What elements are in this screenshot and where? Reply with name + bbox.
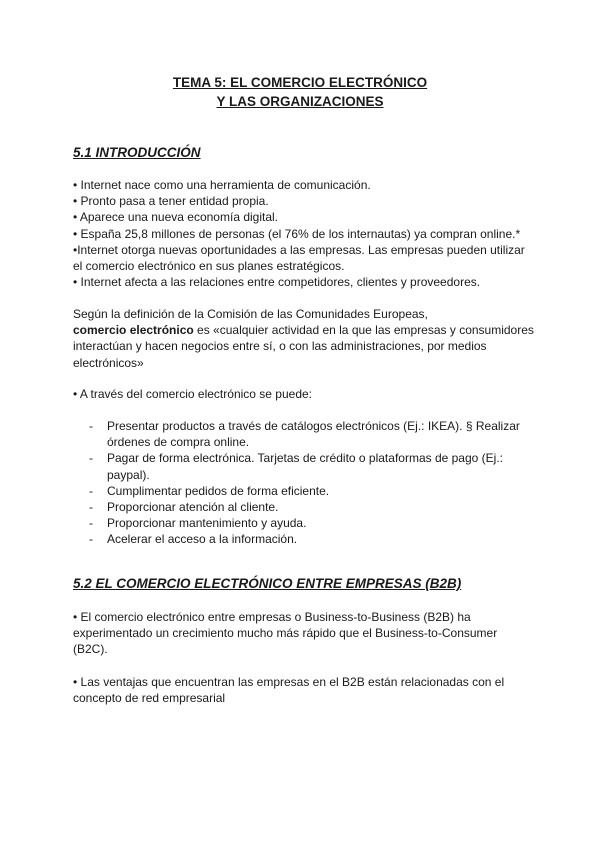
list-dash: - (89, 500, 93, 515)
document-title-line1: TEMA 5: EL COMERCIO ELECTRÓNICO (172, 75, 428, 90)
definition-term: comercio electrónico (73, 323, 194, 338)
list-dash: - (89, 516, 93, 531)
intro-bullets (73, 177, 533, 290)
list-item (89, 531, 529, 547)
list-item-text: Presentar productos a través de catálogos electrónicos (Ej.: IKEA). § Realizar órdenes de compra online. (107, 419, 520, 450)
intro-bullet: • Aparece una nueva economía digital. (73, 210, 279, 225)
list-item (89, 499, 529, 515)
intro-bullet: • Internet nace como una herramienta de comunicación. (73, 178, 371, 192)
list-dash: - (89, 483, 93, 498)
capabilities-list (89, 418, 529, 548)
list-dash: - (89, 532, 93, 547)
list-item-text: Acelerar el acceso a la información. (107, 532, 298, 547)
document-title-line2: Y LAS ORGANIZACIONES (216, 94, 384, 109)
b2b-paragraph-2: • Las ventajas que encuentran las empresas en el B2B están relacionadas con el concepto de red empresarial (73, 675, 505, 706)
definition-body (73, 322, 538, 371)
list-item (89, 515, 529, 531)
list-item-text: Cumplimentar pedidos de forma eficiente. (107, 483, 330, 498)
section-heading-introduccion: 5.1 INTRODUCCIÓN (73, 145, 201, 160)
definition-text: es «cualquier actividad en la que las empresas y consumidores interactúan y hacen negocios entre sí, o con las administraciones, por medios electrónicos» (73, 323, 534, 370)
list-item (89, 418, 529, 450)
list-item (89, 483, 529, 499)
definition-intro: Según la definición de la Comisión de las Comunidades Europeas, (73, 307, 428, 321)
intro-bullet: •Internet otorga nuevas oportunidades a las empresas. Las empresas pueden utilizar el comercio electrónico en sus planes estratégicos. (73, 242, 525, 274)
b2b-paragraph-1: • El comercio electrónico entre empresas o Business-to-Business (B2B) ha experimentado un crecimiento mucho más rápido que el Business-to-Consumer (B2C). (73, 610, 498, 657)
list-item (89, 450, 529, 482)
section-heading-b2b: 5.2 EL COMERCIO ELECTRÓNICO ENTRE EMPRESAS (B2B) (73, 576, 462, 591)
intro-bullet: • Pronto pasa a tener entidad propia. (73, 194, 269, 209)
list-dash: - (89, 451, 93, 466)
capabilities-intro: • A través del comercio electrónico se puede: (73, 387, 312, 401)
list-item-text: Pagar de forma electrónica. Tarjetas de crédito o plataformas de pago (Ej.: paypal). (107, 451, 503, 482)
list-dash: - (89, 419, 93, 433)
intro-bullet: • España 25,8 millones de personas (el 76% de los internautas) ya compran online.* (73, 226, 521, 241)
list-item-text: Proporcionar atención al cliente. (107, 500, 279, 515)
intro-bullet: • Internet afecta a las relaciones entre competidores, clientes y proveedores. (73, 275, 481, 290)
definition-paragraph (73, 306, 538, 371)
list-item-text: Proporcionar mantenimiento y ayuda. (107, 516, 307, 531)
